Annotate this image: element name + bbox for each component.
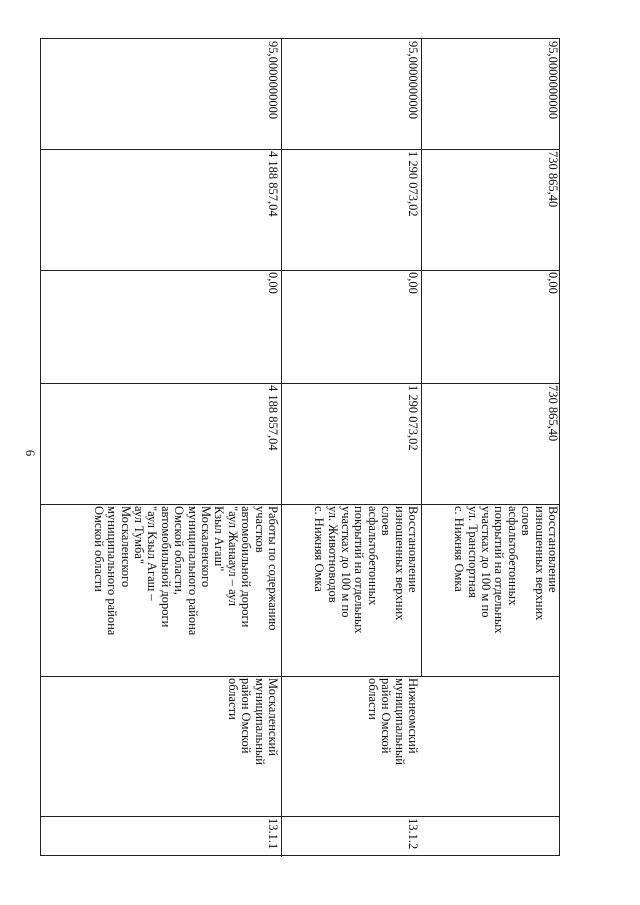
municipality-cell: Нижнеомский муниципальный район Омской области xyxy=(365,678,420,765)
amount-cell: 0,00 xyxy=(266,272,280,294)
percent-cell: 95,0000000000 xyxy=(266,41,280,120)
column-divider xyxy=(41,270,559,271)
row-number: 13.1.2 xyxy=(406,818,420,850)
column-divider xyxy=(41,149,559,150)
row-number: 13.1.1 xyxy=(266,818,280,850)
amount-cell: 1 290 073,02 xyxy=(406,151,420,217)
amount-cell: 0,00 xyxy=(406,272,420,294)
amount-cell: 730 865,40 xyxy=(546,385,560,442)
column-divider xyxy=(41,676,559,677)
amount-cell: 0,00 xyxy=(546,272,560,294)
column-divider xyxy=(41,383,559,384)
percent-cell: 95,0000000000 xyxy=(406,41,420,120)
amount-cell: 1 290 073,02 xyxy=(406,385,420,451)
page-number: 6 xyxy=(23,449,38,457)
amount-cell: 4 188 857,04 xyxy=(266,385,280,451)
amount-cell: 4 188 857,04 xyxy=(266,151,280,217)
description-cell: Восстановление изношенных верхних слоев асфальтобетонных покрытий на отдельных участках до 100 м по ул. Животноводов с. Нижняя Омка xyxy=(312,506,420,634)
data-table xyxy=(40,38,560,856)
description-cell: Работы по содержанию участков автомобильной дороги "аул Жанааул – аул Кзыл Агаш" Москаленского муниципального района Омской области, автомобильной дороги "аул Кзыл Агаш – аул Тумба" Москаленского муниципального района Омской области xyxy=(91,506,280,636)
description-cell: Восстановление изношенных верхних слоев асфальтобетонных покрытий на отдельных участках до 100 м по ул. Транспортная с. Нижняя Омка xyxy=(452,506,560,634)
column-divider xyxy=(41,504,559,505)
municipality-cell: Москаленский муниципальный район Омской области xyxy=(225,678,280,765)
percent-cell: 95,0000000000 xyxy=(546,41,560,120)
column-divider xyxy=(41,816,559,817)
row-divider xyxy=(281,39,282,857)
row-divider xyxy=(421,39,422,676)
amount-cell: 730 865,40 xyxy=(546,151,560,208)
